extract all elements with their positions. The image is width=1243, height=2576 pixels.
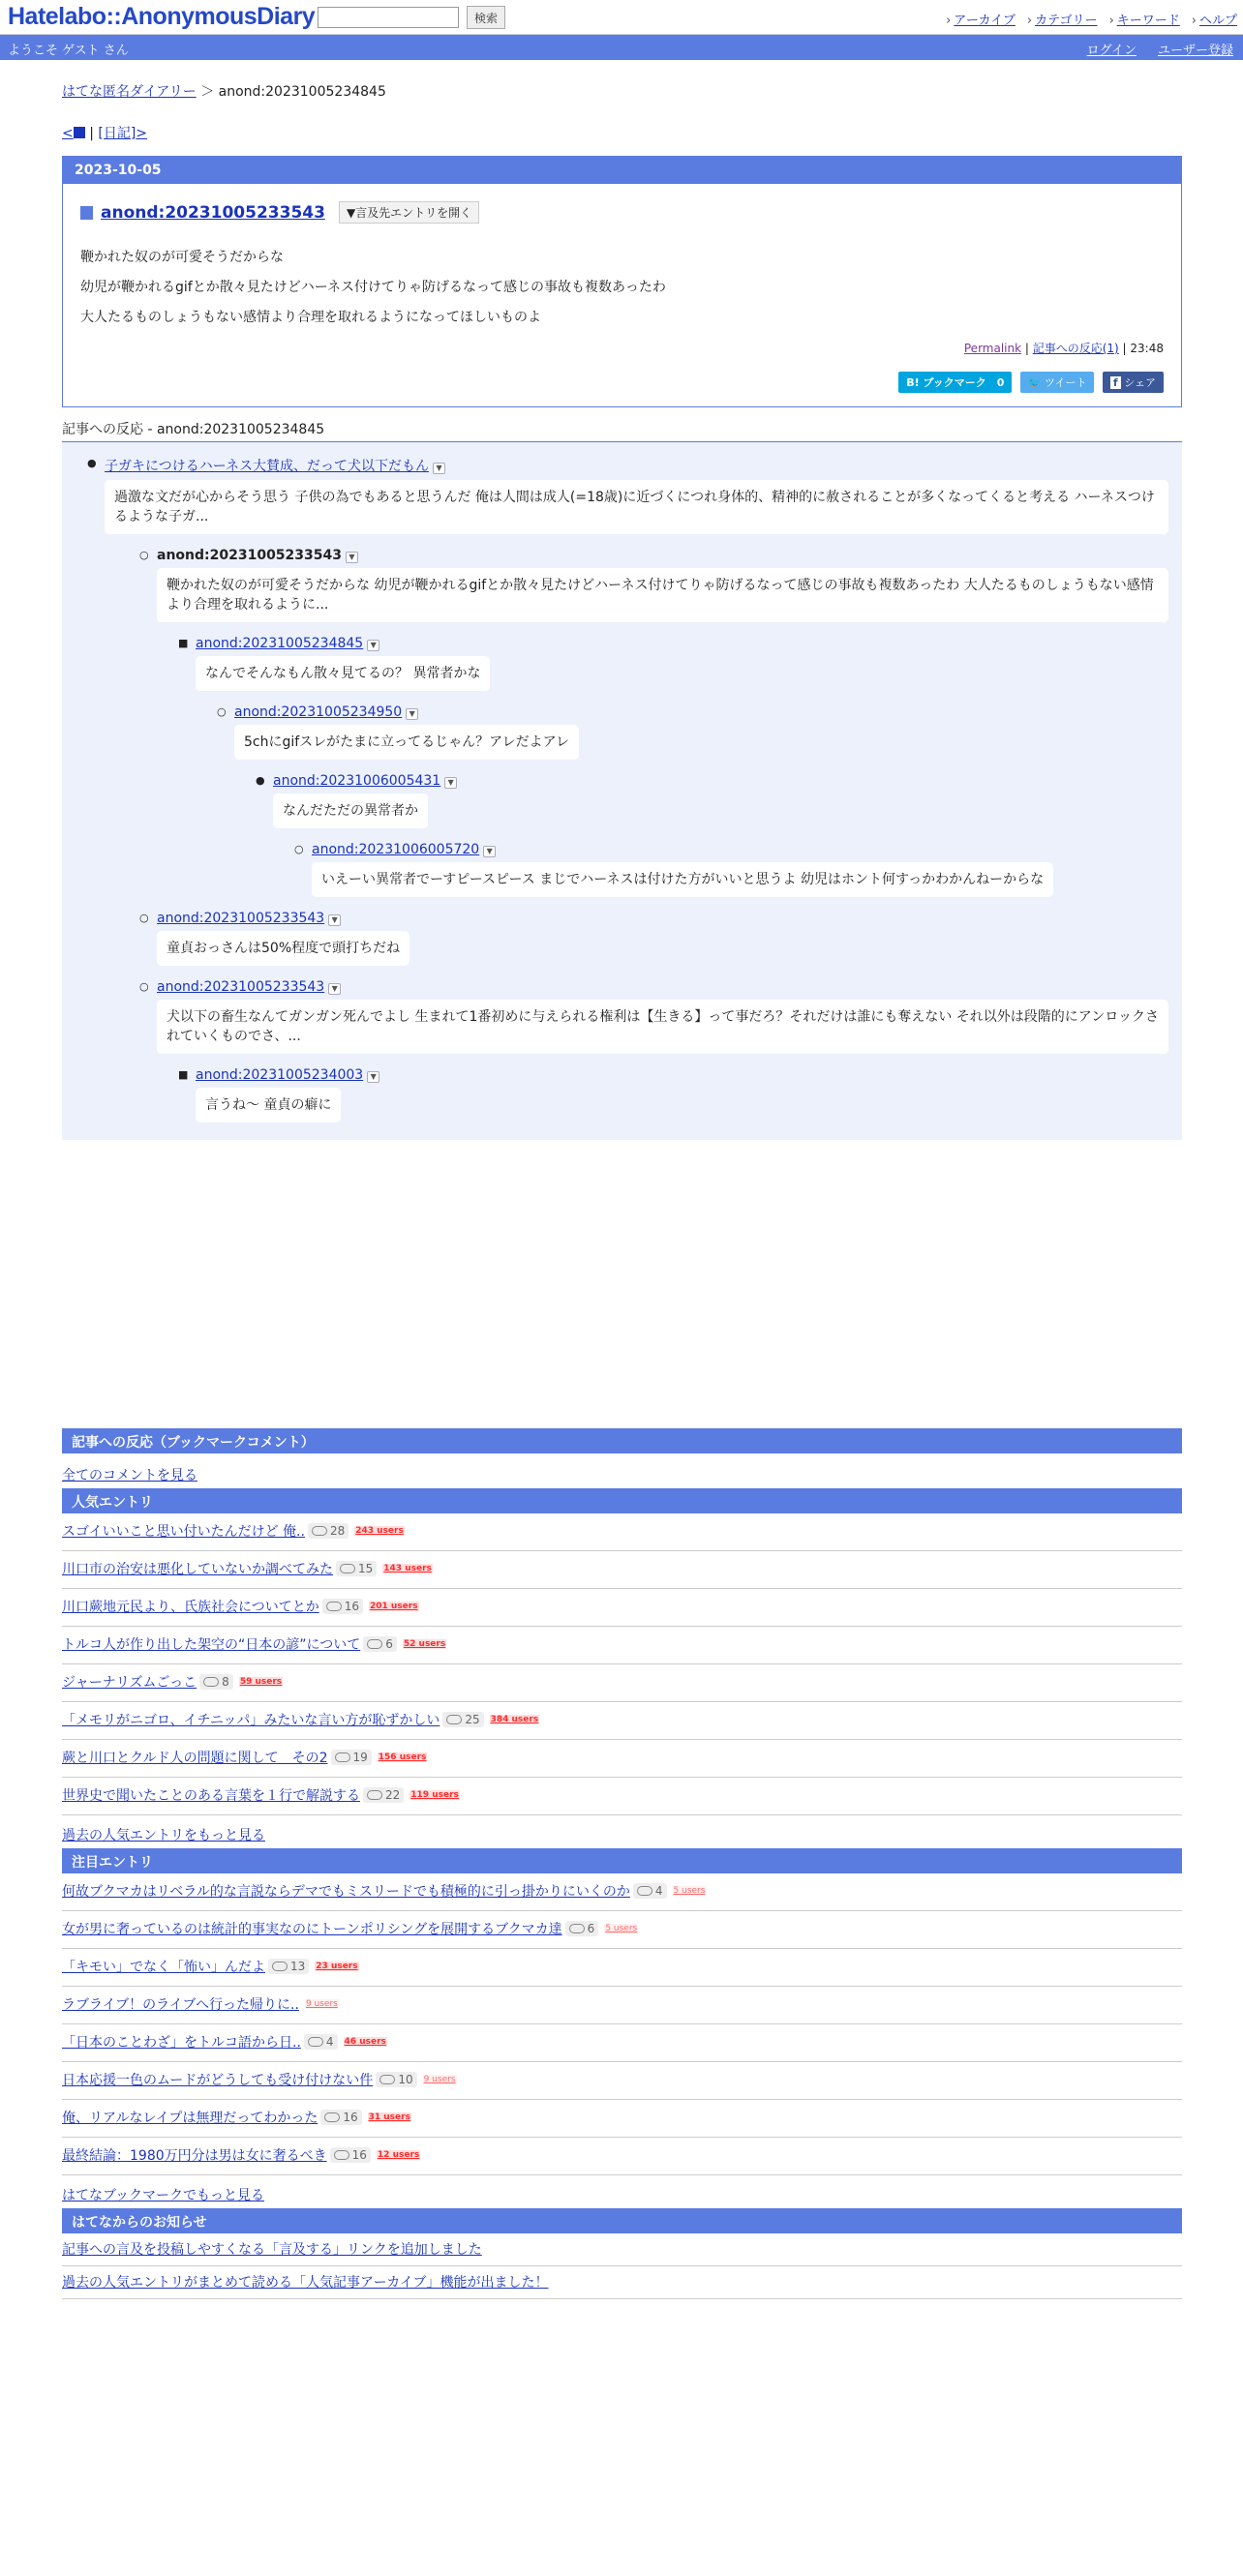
entry-link[interactable]: 女が男に奢っているのは統計的事実なのにトーンポリシングを展開するブクマカ達	[62, 1922, 562, 1937]
comment-bubble-icon	[324, 2112, 340, 2122]
notable-more-link[interactable]: はてなブックマークでもっと見る	[62, 2188, 265, 2203]
comment-count: 6	[385, 1637, 393, 1651]
entry-link[interactable]: ジャーナリズムごっこ	[62, 1675, 197, 1691]
reaction-excerpt: いえーい異常者でーすピースピース まじでハーネスは付けた方がいいと思うよ 幼児はホント何すっかわかんねーからな	[312, 862, 1053, 897]
reaction-node	[139, 911, 1168, 966]
comment-count-badge[interactable]	[308, 1523, 349, 1539]
entry-link[interactable]: 川口市の治安は悪化していないか調べてみた	[62, 1562, 333, 1577]
comment-count-badge[interactable]	[363, 1636, 397, 1652]
chevron-down-icon[interactable]: ▼	[406, 708, 418, 720]
users-badge[interactable]: 201 users	[370, 1602, 418, 1611]
chevron-down-icon[interactable]: ▼	[433, 463, 445, 474]
news-item	[62, 2266, 1182, 2299]
notable-list	[62, 1873, 1182, 2175]
nav-help[interactable]: › ヘルプ	[1192, 14, 1237, 28]
notable-entry	[62, 2024, 1182, 2062]
entry-link[interactable]: 蕨と川口とクルド人の問題に関して その2	[62, 1751, 328, 1766]
circle-bullet-icon: ○	[139, 980, 149, 993]
pager-next[interactable]: >	[136, 126, 148, 141]
entry-link[interactable]: 世界史で聞いたことのある言葉を１行で解説する	[62, 1788, 360, 1804]
users-badge[interactable]: 9 users	[423, 2075, 456, 2084]
top-bar	[0, 0, 1243, 35]
notable-entry	[62, 2138, 1182, 2175]
comment-count: 19	[352, 1751, 368, 1764]
share-buttons	[80, 372, 1164, 393]
reaction-node	[294, 842, 1168, 897]
users-badge[interactable]: 119 users	[410, 1790, 459, 1800]
news-link[interactable]: 記事への言及を投稿しやすくなる「言及する」リンクを追加しました	[62, 2241, 482, 2258]
chevron-down-icon[interactable]: ▼	[367, 1071, 379, 1083]
comment-count: 6	[587, 1922, 595, 1935]
entry-link[interactable]: 「日本のことわざ」をトルコ語から日..	[62, 2035, 301, 2051]
welcome-text: ようこそ ゲスト さん	[8, 44, 129, 58]
comment-count: 16	[343, 2111, 358, 2124]
all-comments-row	[62, 1465, 1182, 1484]
reaction-title[interactable]: anond:20231005234845	[196, 636, 364, 651]
tweet-button[interactable]: 🐦 ツイート	[1020, 372, 1095, 393]
popular-entry	[62, 1664, 1182, 1702]
reaction-excerpt: 過激な文だが心からそう思う 子供の為でもあると思うんだ 俺は人間は成人(=18歳)に近づくにつれ身体的、精神的に赦されることが多くなってくると考える ハーネスつけるような子ガ...	[105, 480, 1168, 534]
comment-bubble-icon	[312, 1526, 327, 1536]
chevron-down-icon[interactable]: ▼	[328, 914, 341, 926]
popular-entry	[62, 1702, 1182, 1740]
users-badge[interactable]: 143 users	[383, 1564, 432, 1573]
users-badge[interactable]: 52 users	[403, 1639, 446, 1649]
circle-bullet-icon: ○	[294, 843, 304, 855]
users-badge[interactable]: 23 users	[316, 1962, 358, 1971]
comment-count-badge[interactable]	[565, 1921, 599, 1936]
nav-archive[interactable]: › アーカイブ	[946, 14, 1016, 28]
news-link[interactable]: 過去の人気エントリがまとめて読める「人気記事アーカイブ」機能が出ました！	[62, 2274, 549, 2291]
circle-bullet-icon: ○	[139, 549, 149, 561]
square-bullet-icon: ■	[178, 1068, 189, 1081]
reaction-node	[139, 979, 1168, 1054]
notable-entry	[62, 1949, 1182, 1987]
login-link[interactable]: ログイン	[1086, 44, 1137, 58]
notable-entry	[62, 2062, 1182, 2100]
toggle-referenced-entry-button[interactable]: ▼言及先エントリを開く	[339, 201, 479, 224]
reaction-excerpt: 5chにgifスレがたまに立ってるじゃん？アレだよアレ	[234, 725, 579, 760]
bookmark-comments-header: 記事への反応（ブックマークコメント）	[62, 1428, 1182, 1453]
entry-link[interactable]: 何故ブクマカはリベラル的な言説ならデマでもミスリードでも積極的に引っ掛かりにいくのか	[62, 1884, 630, 1900]
users-badge[interactable]: 5 users	[605, 1924, 638, 1933]
comment-count: 16	[351, 2148, 367, 2162]
chevron-down-icon[interactable]: ▼	[367, 640, 379, 651]
global-nav	[934, 10, 1237, 28]
popular-header: 人気エントリ	[62, 1488, 1182, 1513]
comment-count: 15	[358, 1562, 374, 1575]
chevron-down-icon[interactable]: ▼	[328, 983, 341, 995]
day-date: 2023-10-05	[63, 157, 1181, 184]
entry-link[interactable]: 「キモい」でなく「怖い」んだよ	[62, 1960, 265, 1975]
entry-line: 大人たるものしょうもない感情より合理を取れるようになってほしいものよ	[80, 310, 541, 325]
comment-count-badge[interactable]	[304, 2034, 338, 2050]
comment-count-badge[interactable]	[268, 1959, 309, 1974]
chevron-down-icon[interactable]: ▼	[444, 777, 457, 789]
popular-entry	[62, 1778, 1182, 1815]
notable-entry	[62, 2100, 1182, 2138]
entry-title[interactable]: anond:20231005233543	[101, 202, 325, 223]
register-link[interactable]: ユーザー登録	[1157, 44, 1233, 58]
entry-square-icon	[80, 206, 93, 220]
entry-line: 鞭かれた奴のが可愛そうだからな	[80, 250, 284, 265]
comment-count-badge[interactable]	[322, 1599, 363, 1614]
comment-count-badge[interactable]	[320, 2110, 361, 2125]
day-section	[62, 156, 1182, 407]
comment-count: 28	[329, 1524, 346, 1538]
reaction-excerpt: 犬以下の畜生なんてガンガン死んでよし 生まれて1番初めに与えられる権利は【生きる】って事だろ？それだけは誰にも奪えない それ以外は段階的にアンロックされていくものでさ、...	[157, 1000, 1168, 1054]
comment-count-badge[interactable]	[336, 1561, 377, 1576]
nav-keyword[interactable]: › キーワード	[1109, 14, 1180, 28]
comment-bubble-icon	[326, 1602, 342, 1611]
popular-entry	[62, 1551, 1182, 1589]
popular-more-row	[62, 1825, 1182, 1848]
comment-count-badge[interactable]	[199, 1674, 233, 1690]
popular-more-link[interactable]: 過去の人気エントリをもっと見る	[62, 1828, 265, 1843]
comment-count-badge[interactable]	[376, 2072, 416, 2087]
notable-entry	[62, 1911, 1182, 1949]
search-input[interactable]	[318, 7, 459, 28]
comment-count: 22	[385, 1788, 401, 1802]
reactions-tree	[62, 442, 1182, 1140]
entry-line: 幼児が鞭かれるgifとか散々見たけどハーネス付けてりゃ防げるなって感じの事故も複数あったわ	[80, 280, 666, 295]
news-header: はてなからのお知らせ	[62, 2208, 1182, 2233]
comment-bubble-icon	[637, 1886, 652, 1896]
disc-bullet-icon: ●	[87, 457, 97, 469]
comment-count: 4	[325, 2035, 334, 2049]
popular-entry	[62, 1627, 1182, 1664]
comment-bubble-icon	[367, 1790, 382, 1800]
reaction-node	[139, 548, 1168, 622]
comment-count-badge[interactable]	[331, 1750, 372, 1765]
comment-count: 8	[222, 1675, 229, 1689]
bird-icon: 🐦	[1027, 376, 1046, 389]
permalink[interactable]: Permalink	[963, 342, 1022, 355]
news-item	[62, 2233, 1182, 2266]
notable-more-row	[62, 2185, 1182, 2208]
comment-bubble-icon	[446, 1715, 462, 1724]
users-badge[interactable]: 243 users	[355, 1526, 404, 1536]
comment-count: 16	[344, 1600, 360, 1613]
reaction-title: anond:20231005233543	[157, 548, 342, 563]
comment-bubble-icon	[334, 2150, 349, 2160]
breadcrumb-separator: ＞	[200, 84, 215, 100]
popular-list	[62, 1513, 1182, 1815]
entry-link[interactable]: 最終結論：1980万円分は男は女に奢るべき	[62, 2148, 327, 2164]
ad-space	[62, 1140, 1182, 1428]
entry-body	[80, 249, 1164, 326]
square-icon	[74, 127, 85, 138]
comment-count-badge[interactable]	[363, 1787, 404, 1803]
comment-count: 25	[465, 1713, 480, 1726]
notable-entry	[62, 1987, 1182, 2024]
comment-bubble-icon	[379, 2075, 395, 2084]
entry-link[interactable]: トルコ人が作り出した架空の“日本の諺”について	[62, 1637, 361, 1653]
notable-entry	[62, 1873, 1182, 1911]
entry-link[interactable]: スゴイいいこと思い付いたんだけど 俺..	[62, 1524, 305, 1540]
pager-prev[interactable]: <	[62, 126, 85, 141]
reaction-node	[217, 704, 1168, 760]
search-button[interactable]: 検索	[467, 6, 505, 29]
disc-bullet-icon: ●	[256, 774, 265, 787]
reaction-excerpt: 言うね〜 童貞の癖に	[196, 1088, 341, 1123]
entry	[63, 201, 1181, 406]
comment-bubble-icon	[272, 1962, 288, 1971]
bookmark-button[interactable]: B! ブックマーク 0	[898, 372, 1012, 393]
pager: < | [日記]>	[62, 126, 148, 141]
comment-count: 4	[654, 1884, 663, 1898]
users-badge[interactable]: 384 users	[490, 1715, 539, 1724]
nav-category[interactable]: › カテゴリー	[1027, 14, 1098, 28]
comment-count: 13	[290, 1960, 306, 1973]
popular-entry	[62, 1589, 1182, 1627]
comment-bubble-icon	[367, 1639, 382, 1649]
reaction-title[interactable]: anond:20231005234950	[234, 704, 403, 720]
users-badge[interactable]: 5 users	[673, 1886, 706, 1896]
chevron-down-icon[interactable]: ▼	[346, 552, 358, 563]
reaction-title[interactable]: anond:20231005233543	[157, 911, 325, 926]
reactions-title: 記事への反応 - anond:20231005234845	[62, 419, 1182, 442]
entry-link[interactable]: ラブライブ！のライブへ行った帰りに..	[62, 1997, 299, 2013]
comment-bubble-icon	[340, 1564, 355, 1573]
all-comments-link[interactable]: 全てのコメントを見る	[62, 1468, 197, 1483]
square-bullet-icon: ■	[178, 637, 189, 649]
reaction-excerpt: なんでそんなもん散々見てるの？ 異常者かな	[196, 656, 490, 691]
users-badge[interactable]: 12 users	[377, 2150, 420, 2160]
breadcrumb	[62, 81, 1182, 101]
site-logo[interactable]: Hatelabo::AnonymousDiary	[8, 3, 316, 30]
reaction-title[interactable]: anond:20231005234003	[196, 1067, 364, 1083]
sub-bar	[0, 35, 1243, 60]
chevron-down-icon[interactable]: ▼	[483, 846, 496, 857]
entry-link[interactable]: 「メモリがニゴロ、イチニッパ」みたいな言い方が恥ずかしい	[62, 1713, 440, 1728]
reaction-title[interactable]: 子ガキにつけるハーネス大賛成、だって犬以下だもん	[105, 459, 430, 474]
notable-header: 注目エントリ	[62, 1848, 1182, 1873]
reaction-excerpt: 鞭かれた奴のが可愛そうだからな 幼児が鞭かれるgifとか散々見たけどハーネス付けてりゃ防げるなって感じの事故も複数あったわ 大人たるものしょうもない感情より合理を取れるように...	[157, 568, 1168, 622]
reaction-node	[178, 636, 1168, 691]
comment-count-badge[interactable]	[330, 2147, 371, 2163]
users-badge[interactable]: 46 users	[344, 2037, 386, 2047]
entry-link[interactable]: 俺、リアルなレイプは無理だってわかった	[62, 2111, 318, 2126]
comment-bubble-icon	[335, 1752, 350, 1762]
circle-bullet-icon: ○	[139, 912, 149, 924]
main-content	[62, 81, 1182, 2299]
reaction-title[interactable]: anond:20231005233543	[157, 979, 325, 995]
comment-bubble-icon	[569, 1924, 585, 1933]
users-badge[interactable]: 31 users	[368, 2112, 410, 2122]
comment-bubble-icon	[308, 2037, 323, 2047]
comment-count-badge[interactable]	[633, 1883, 667, 1899]
pager-diary[interactable]: [日記]	[98, 126, 136, 141]
breadcrumb-home[interactable]: はてな匿名ダイアリー	[62, 84, 197, 100]
users-badge[interactable]: 59 users	[239, 1677, 283, 1687]
reaction-node	[87, 456, 1168, 534]
users-badge[interactable]: 156 users	[378, 1752, 427, 1762]
entry-meta: Permalink | 記事への反応(1) | 23:48	[963, 342, 1164, 355]
reaction-title[interactable]: anond:20231006005431	[273, 773, 441, 789]
facebook-share-button[interactable]: f シェア	[1103, 372, 1164, 393]
comment-count-badge[interactable]	[442, 1712, 483, 1727]
reaction-node	[178, 1067, 1168, 1123]
reactions-link[interactable]: 記事への反応(1)	[1032, 342, 1119, 355]
facebook-icon: f	[1110, 376, 1121, 389]
popular-entry	[62, 1513, 1182, 1551]
popular-entry	[62, 1740, 1182, 1778]
reaction-title[interactable]: anond:20231006005720	[312, 842, 480, 857]
circle-bullet-icon: ○	[217, 705, 227, 718]
entry-link[interactable]: 日本応援一色のムードがどうしても受け付けない件	[62, 2073, 374, 2088]
entry-time: 23:48	[1130, 342, 1164, 355]
reaction-excerpt: 童貞おっさんは50%程度で頭打ちだね	[157, 931, 409, 966]
entry-link[interactable]: 川口蕨地元民より、氏族社会についてとか	[62, 1600, 319, 1615]
comment-bubble-icon	[203, 1677, 219, 1687]
breadcrumb-current: anond:20231005234845	[218, 84, 386, 100]
reaction-node	[256, 773, 1168, 828]
users-badge[interactable]: 9 users	[305, 1999, 338, 2009]
reaction-excerpt: なんだただの異常者か	[273, 794, 428, 828]
comment-count: 10	[398, 2073, 413, 2086]
